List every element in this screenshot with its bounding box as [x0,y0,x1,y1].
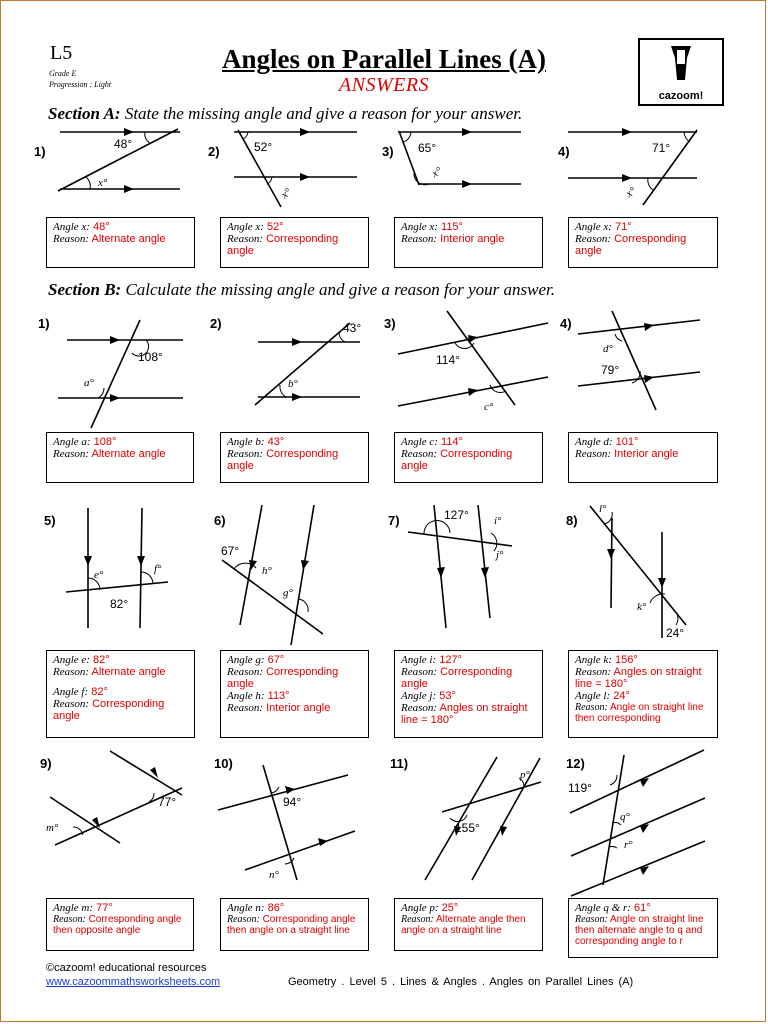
b-q1-unknown: a° [84,377,94,389]
b-q8-given: 24° [666,626,685,640]
answer-value: 53° [439,690,456,702]
reason-label: Reason: [53,448,90,460]
a-q1-given: 48° [114,137,133,151]
b-q3-given: 114° [436,353,460,367]
answer-value: 71° [615,221,632,233]
b-q12-unknown-r: r° [624,839,633,851]
footer-topic: Geometry . Level 5 . Lines & Angles . Angles on Parallel Lines (A) [288,976,634,988]
b-q12-number: 12) [566,756,585,771]
a-q2-number: 2) [208,144,220,159]
answer-value: 114° [441,436,463,448]
answer-value: 24° [613,690,630,702]
reason-value: Corresponding angle [575,233,687,257]
answer-value: 82° [93,654,110,666]
answer-label: Angle k: [575,654,612,666]
answer-value: 67° [267,654,285,666]
answer-value: 156° [615,654,638,666]
reason-value: Alternate angle [91,666,166,678]
b-q6-number: 6) [214,513,226,528]
b-q6-unknown-h: h° [262,565,272,577]
b-q3-number: 3) [384,316,396,331]
b-q10-answer-box [220,898,369,951]
level-label: L5 [50,42,73,64]
reason-label: Reason: [401,448,438,460]
answer-label: Angle q & r: [575,902,631,914]
a-q1-number: 1) [34,144,46,159]
answers-subtitle: ANSWERS [338,74,430,96]
reason-label: Reason: [401,233,438,245]
answer-label: Angle i: [401,654,437,666]
b-q7-unknown-j: j° [496,549,504,561]
b-q8-unknown-l: l° [599,503,607,515]
b-q5-given: 82° [110,597,129,611]
answer-label: Angle x: [401,221,438,233]
b-q2-number: 2) [210,316,222,331]
reason-label: Reason: [401,666,438,678]
reason-value: Corresponding angle [227,233,339,257]
a-q3-number: 3) [382,144,394,159]
b-q1-number: 1) [38,316,50,331]
logo-text: cazoom! [658,90,704,102]
answer-label: Angle c: [401,436,438,448]
reason-value: Corresponding angle [401,666,513,690]
page-title: Angles on Parallel Lines (A) [222,44,546,74]
answer-value: 127° [439,654,462,666]
b-q12-unknown-q: q° [620,811,630,823]
a-q4-number: 4) [558,144,570,159]
section-b-instruction: Calculate the missing angle and give a reason for your answer. [125,280,555,299]
answer-label: Angle a: [53,436,91,448]
answer-label: Angle g: [227,654,265,666]
answer-value: 101° [615,436,639,448]
reason-value: Corresponding angle [227,666,339,690]
reason-value: Interior angle [266,702,331,714]
b-q11-unknown: p° [520,769,530,781]
b-q4-given: 79° [601,363,620,377]
b-q9-number: 9) [40,756,52,771]
a-q4-given: 71° [652,141,671,155]
b-q8-number: 8) [566,513,578,528]
reason-value: Corresponding angle [227,448,339,472]
answer-value: 113° [267,690,290,702]
b-q11-given: 155° [455,821,480,835]
answer-value: 52° [267,221,284,233]
a-q4-unknown: x° [623,184,639,201]
b-q7-unknown-i: i° [494,515,502,527]
reason-label: Reason: [53,914,86,925]
reason-label: Reason: [227,702,264,714]
answer-label: Angle l: [575,690,611,702]
b-q6-given: 67° [221,544,240,558]
b-q6-unknown-g: g° [283,587,293,599]
b-q10-given: 94° [283,795,302,809]
answer-label: Angle j: [401,690,437,702]
reason-label: Reason: [227,233,264,245]
a-q3-unknown: x° [430,165,445,181]
answer-value: 108° [93,436,117,448]
reason-value: Alternate angle then angle on a straight line [401,914,526,936]
reason-label: Reason: [227,448,264,460]
reason-value: Alternate angle [91,448,166,460]
b-q5-unknown-e: e° [94,569,104,581]
a-q2-given: 52° [254,140,273,154]
answer-value: 48° [93,221,110,233]
reason-value: Corresponding angle then angle on a straight line [227,914,356,936]
reason-value: Corresponding angle [401,448,513,472]
reason-label: Reason: [575,666,612,678]
reason-label: Reason: [401,914,434,925]
reason-value: Alternate angle [91,233,166,245]
section-a-label: Section A: [48,104,121,123]
reason-label: Reason: [227,914,260,925]
b-q7-given: 127° [444,508,469,522]
reason-value: Angles on straight line = 180° [401,702,528,726]
answer-value: 25° [441,902,459,914]
reason-value: Interior angle [440,233,505,245]
answer-value: 115° [441,221,463,233]
b-q9-answer-box [46,898,194,951]
answer-label: Angle x: [53,221,90,233]
progression-label: Progression : Light [49,80,112,89]
b-q9-unknown: m° [46,822,59,834]
reason-value: Angle on straight line then corresponding [575,702,704,724]
b-q10-number: 10) [214,756,233,771]
answer-value: 61° [633,902,651,914]
reason-label: Reason: [575,233,612,245]
answer-value: 86° [267,902,285,914]
reason-label: Reason: [401,702,438,714]
b-q10-unknown: n° [269,869,279,881]
reason-label: Reason: [575,702,608,713]
b-q2-given: 43° [343,321,362,335]
answer-value: 82° [91,686,108,698]
b-q11-number: 11) [390,756,409,771]
reason-value: Angles on straight line = 180° [575,666,702,690]
reason-label: Reason: [53,698,90,710]
reason-value: Angle on straight line then alternate angle to q and corresponding angle to r [575,914,704,947]
answer-label: Angle e: [53,654,90,666]
answer-label: Angle p: [401,902,439,914]
b-q7-number: 7) [388,513,400,528]
section-b-label: Section B: [48,280,122,299]
b-q12-given: 119° [568,781,592,795]
answer-label: Angle f: [53,686,89,698]
b-q5-unknown-f: f° [154,563,162,575]
b-q8-unknown-k: k° [637,601,647,613]
reason-label: Reason: [575,914,608,925]
reason-value: Interior angle [614,448,679,460]
a-q1-unknown: x° [98,177,108,189]
reason-label: Reason: [575,448,612,460]
footer-website-link[interactable]: www.cazoommathsworksheets.com [46,976,221,988]
b-q5-number: 5) [44,513,56,528]
reason-value: Corresponding angle then opposite angle [53,914,182,936]
grade-label: Grade E [49,69,77,78]
b-q4-unknown: d° [603,343,613,355]
b-q4-number: 4) [560,316,572,331]
reason-value: Corresponding angle [53,698,165,722]
reason-label: Reason: [227,666,264,678]
footer-copyright: ©cazoom! educational resources [46,962,207,974]
b-q3-unknown: c° [484,401,494,413]
b-q2-unknown: b° [288,378,298,390]
b-q11-answer-box [394,898,543,951]
answer-label: Angle b: [227,436,265,448]
answer-label: Angle n: [227,902,265,914]
reason-label: Reason: [53,233,90,245]
answer-value: 43° [267,436,285,448]
answer-label: Angle x: [575,221,612,233]
a-q3-given: 65° [418,141,437,155]
b-q9-given: 77° [158,795,177,809]
section-a-instruction: State the missing angle and give a reason for your answer. [124,104,523,123]
a-q2-unknown: x° [279,186,294,202]
b-q12-answer-box [568,898,718,958]
answer-value: 77° [96,902,113,914]
answer-label: Angle m: [53,902,94,914]
answer-label: Angle h: [227,690,265,702]
answer-label: Angle d: [575,436,613,448]
reason-label: Reason: [53,666,90,678]
b-q1-given: 108° [138,350,163,364]
answer-label: Angle x: [227,221,264,233]
